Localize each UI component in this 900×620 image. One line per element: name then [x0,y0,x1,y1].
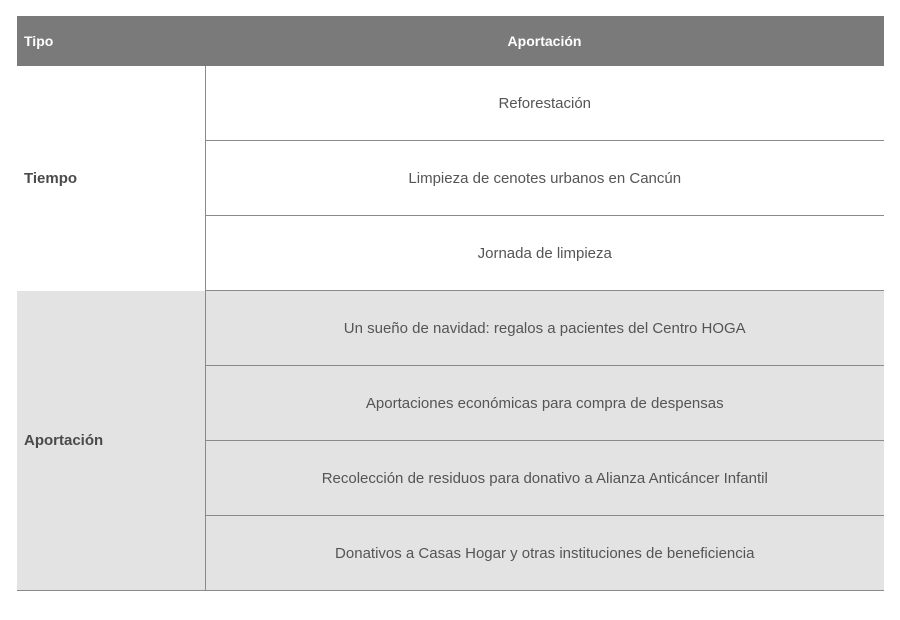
group-label-tiempo: Tiempo [17,66,205,291]
group-tiempo [17,66,884,291]
table-cell: Donativos a Casas Hogar y otras instituciones de beneficiencia [205,516,884,591]
contributions-table [17,16,884,591]
table-row [17,291,884,366]
table-cell: Un sueño de navidad: regalos a pacientes del Centro HOGA [205,291,884,366]
header-tipo: Tipo [17,16,205,66]
table-cell: Jornada de limpieza [205,216,884,291]
table-row [17,66,884,141]
table-cell: Recolección de residuos para donativo a Alianza Anticáncer Infantil [205,441,884,516]
table-cell: Reforestación [205,66,884,141]
header-aportacion: Aportación [205,16,884,66]
group-label-aportacion: Aportación [17,291,205,591]
table-cell: Limpieza de cenotes urbanos en Cancún [205,141,884,216]
table-header [17,16,884,66]
table-cell: Aportaciones económicas para compra de despensas [205,366,884,441]
header-row [17,16,884,66]
group-aportacion [17,291,884,591]
